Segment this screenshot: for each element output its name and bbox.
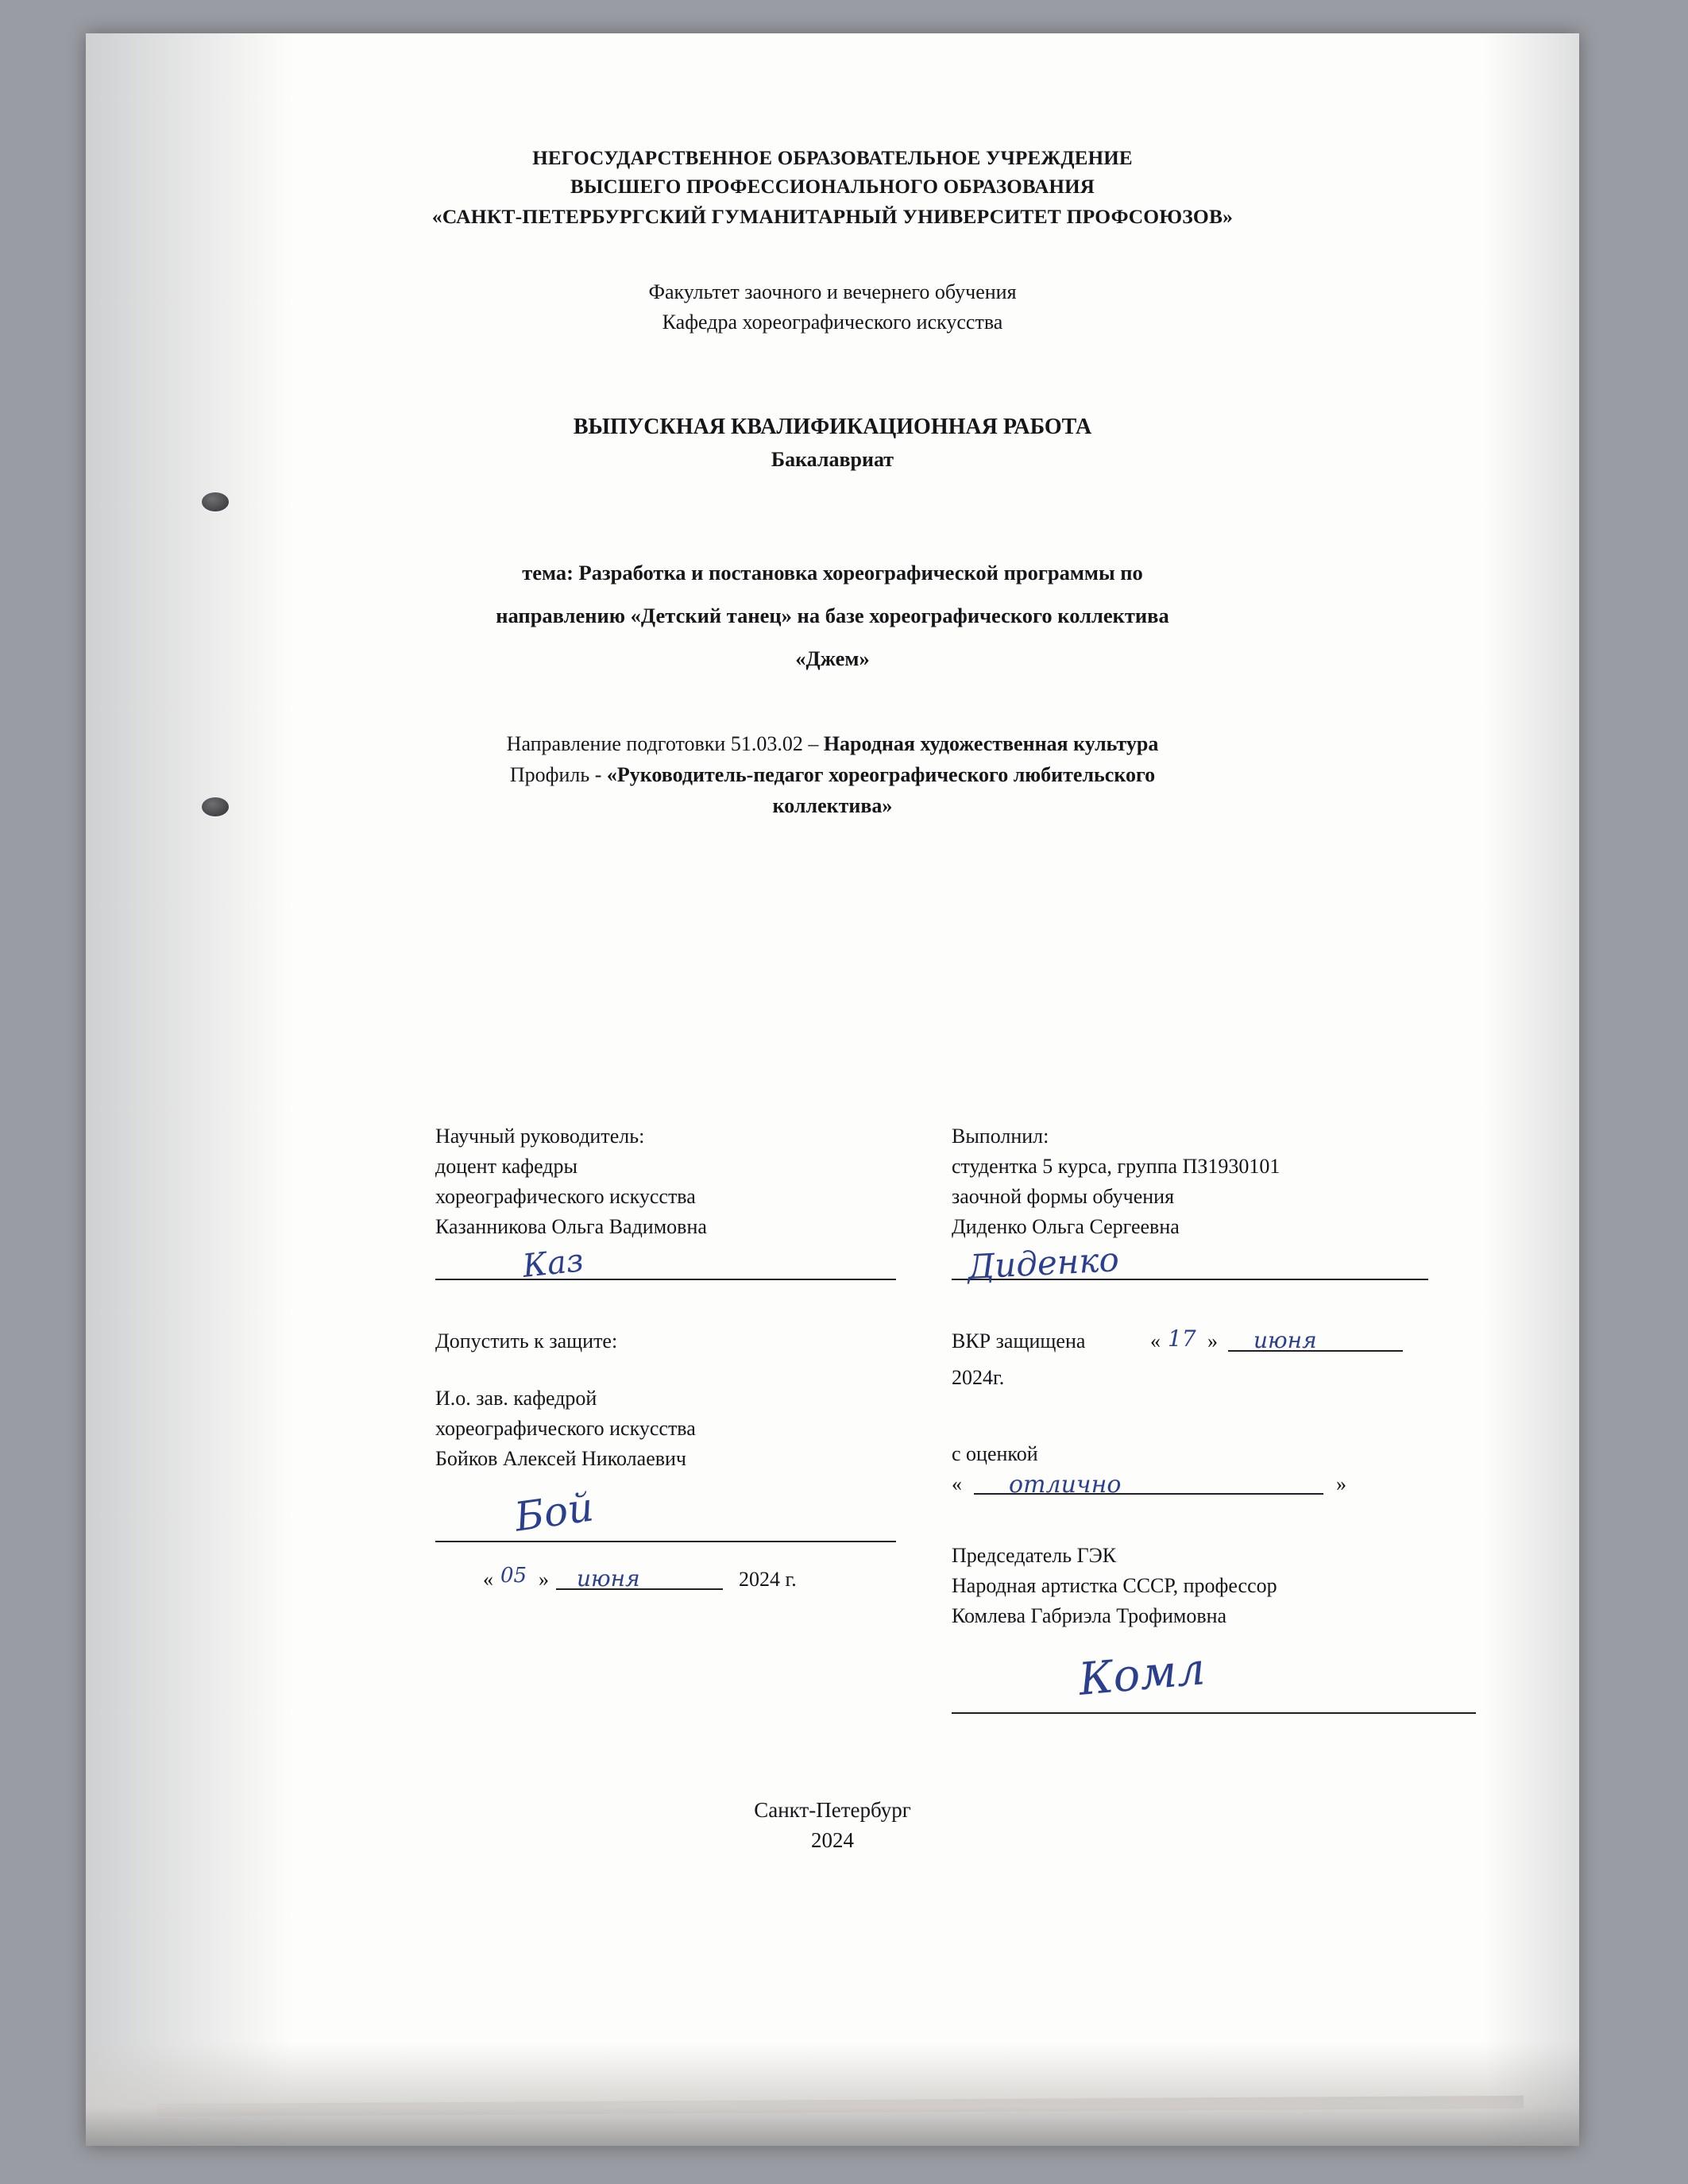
work-type-block bbox=[86, 411, 1579, 475]
theme-line-1: Разработка и постановка хореографической программы по bbox=[578, 560, 1143, 585]
year: 2024 bbox=[811, 1828, 854, 1853]
supervisor-position-2: хореографического искусства bbox=[435, 1184, 696, 1208]
supervisor-signature-line bbox=[435, 1279, 896, 1280]
grade-open-quote: « bbox=[952, 1472, 962, 1495]
chairman-signature: Комл bbox=[1076, 1642, 1207, 1706]
faculty-line: Факультет заочного и вечернего обучения bbox=[648, 280, 1017, 304]
admission-title: Допустить к защите: bbox=[435, 1329, 618, 1352]
work-level: Бакалавриат bbox=[771, 447, 894, 471]
admission-date-month: июня bbox=[577, 1565, 640, 1592]
city: Санкт-Петербург bbox=[754, 1798, 911, 1822]
theme-block bbox=[205, 551, 1460, 681]
admission-date-close-quote: » bbox=[539, 1567, 549, 1591]
grade-label: с оценкой bbox=[952, 1441, 1038, 1465]
defense-open-quote: « bbox=[1150, 1329, 1161, 1352]
admission-name: Бойков Алексей Николаевич bbox=[435, 1446, 686, 1470]
program-prefix: Направление подготовки 51.03.02 – bbox=[506, 731, 824, 755]
profile-name: «Руководитель-педагог хореографического любительского bbox=[606, 762, 1156, 786]
admission-date-open-quote: « bbox=[483, 1567, 493, 1591]
defense-month: июня bbox=[1253, 1326, 1317, 1353]
chairman-signature-line bbox=[952, 1712, 1476, 1714]
theme-label: тема: bbox=[522, 560, 574, 585]
faculty-block bbox=[86, 277, 1579, 337]
signature-column-right bbox=[952, 1121, 1524, 1719]
admission-position-1: И.о. зав. кафедрой bbox=[435, 1386, 597, 1410]
admission-signature-line bbox=[435, 1541, 896, 1542]
university-line-2: ВЫСШЕГО ПРОФЕССИОНАЛЬНОГО ОБРАЗОВАНИЯ bbox=[570, 176, 1095, 199]
defense-close-quote: » bbox=[1207, 1329, 1218, 1352]
document-page bbox=[86, 33, 1579, 2146]
student-line-2: заочной формы обучения bbox=[952, 1184, 1175, 1208]
admission-date-day: 05 bbox=[500, 1563, 527, 1588]
grade-close-quote: » bbox=[1336, 1472, 1346, 1495]
supervisor-title: Научный руководитель: bbox=[435, 1125, 645, 1148]
supervisor-name: Казанникова Ольга Вадимовна bbox=[435, 1214, 707, 1238]
punch-hole-icon bbox=[202, 492, 229, 511]
student-title: Выполнил: bbox=[952, 1125, 1049, 1148]
program-name: Народная художественная культура bbox=[823, 731, 1159, 755]
document-body bbox=[86, 33, 1579, 1853]
university-line-1: НЕГОСУДАРСТВЕННОЕ ОБРАЗОВАТЕЛЬНОЕ УЧРЕЖДЕНИЕ bbox=[532, 148, 1133, 169]
student-signature: Диденко bbox=[966, 1239, 1120, 1287]
page-edge-strip bbox=[157, 2096, 1524, 2117]
grade-value: отлично bbox=[1009, 1470, 1122, 1499]
admission-date-year: 2024 г. bbox=[739, 1567, 797, 1591]
chairman-title: Председатель ГЭК bbox=[952, 1543, 1117, 1567]
admission-position-2: хореографического искусства bbox=[435, 1416, 696, 1440]
profile-prefix: Профиль - bbox=[509, 762, 607, 786]
defense-day: 17 bbox=[1168, 1325, 1196, 1352]
defense-label: ВКР защищена bbox=[952, 1329, 1086, 1352]
supervisor-position-1: доцент кафедры bbox=[435, 1154, 577, 1178]
department-line: Кафедра хореографического искусства bbox=[662, 311, 1003, 334]
profile-name-2: коллектива» bbox=[772, 793, 893, 817]
page-bottom-shadow bbox=[86, 2043, 1579, 2146]
defense-year: 2024г. bbox=[952, 1365, 1005, 1389]
admission-signature: Бой bbox=[512, 1484, 597, 1541]
chairman-rank: Народная артистка СССР, профессор bbox=[952, 1573, 1277, 1597]
university-header bbox=[86, 145, 1579, 231]
theme-line-2: направлению «Детский танец» на базе хореографического коллектива bbox=[496, 604, 1169, 628]
program-block bbox=[205, 728, 1460, 821]
student-line-1: студентка 5 курса, группа ПЗ1930101 bbox=[952, 1154, 1280, 1178]
theme-line-3: «Джем» bbox=[795, 646, 870, 671]
punch-hole-icon bbox=[202, 797, 229, 816]
signature-column-left bbox=[435, 1121, 912, 1606]
work-type-title: ВЫПУСКНАЯ КВАЛИФИКАЦИОННАЯ РАБОТА bbox=[573, 414, 1092, 439]
chairman-name: Комлева Габриэла Трофимовна bbox=[952, 1603, 1227, 1627]
supervisor-signature: Каз bbox=[520, 1241, 585, 1285]
university-line-3: «САНКТ-ПЕТЕРБУРГСКИЙ ГУМАНИТАРНЫЙ УНИВЕРСИТЕТ ПРОФСОЮЗОВ» bbox=[431, 204, 1234, 228]
document-footer bbox=[86, 1795, 1579, 1856]
student-name: Диденко Ольга Сергеевна bbox=[952, 1214, 1180, 1238]
